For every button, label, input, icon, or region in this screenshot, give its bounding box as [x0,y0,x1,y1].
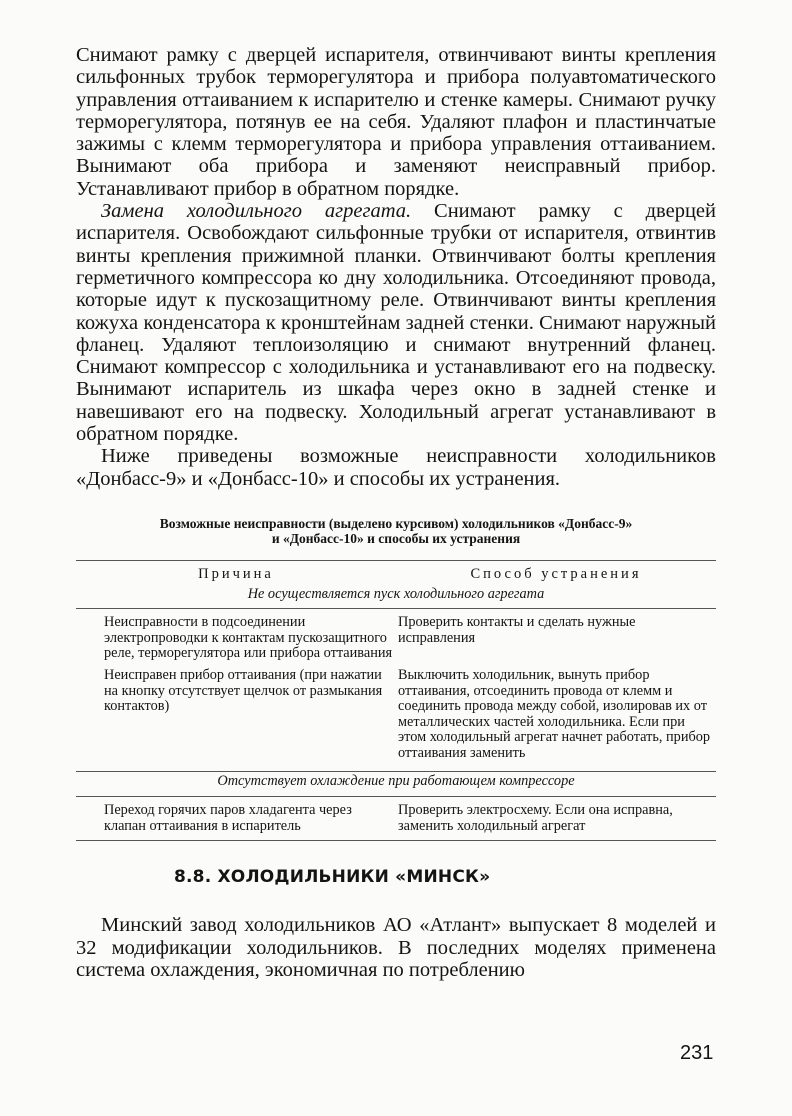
remedy-cell: Проверить контакты и сделать нужные исправления [398,614,636,646]
remedy-cell: Проверить электросхему. Если она исправна, заменить холодильный агрегат [398,802,673,834]
table-caption-line-1: Возможные неисправности (выделено курсивом) холодильников «Донбасс-9» [159,515,633,531]
faults-table [76,560,716,841]
paragraph-unit-replacement [76,200,716,445]
cause-cell: Неисправности в подсоединении электропроводки к контактам пускозащитного реле, терморегулятора или прибора оттаивания [104,614,393,662]
paragraph-italic-lead: Замена холодильного агрегата. [101,200,412,223]
page-number: 231 [680,1042,714,1064]
table-caption [76,516,716,546]
table-caption-line-2: и «Донбасс-10» и способы их устранения [271,530,521,546]
table-section-title: Отсутствует охлаждение при работающем компрессоре [76,771,716,797]
column-header-cause: Причина [198,565,274,582]
paragraph-unit-replacement-text: Снимают рамку с дверцей испарителя. Освобождают сильфонные трубки от испарителя, отвинтив винты крепления прижимной планки. Отвинчивают болты крепления герметичного компрессора ко дну холодильника. Отсоединяют провода, которые идут к пускозащитному реле. Отвинчивают винты крепления кожуха конденсатора к кронштейнам задней стенки. Снимают наружный фланец. Удаляют теплоизоляцию и снимают внутренний фланец. Снимают компрессор с холодильника и устанавливают его на подвеску. Вынимают испаритель из шкафа через окно в задней стенке и навешивают его на подвеску. Холодильный агрегат устанавливают в обратном порядке. [76,200,716,446]
page-content [76,44,716,981]
paragraph-evaporator-removal: Снимают рамку с дверцей испарителя, отвинчивают винты крепления сильфонных трубок терморегулятора и прибора полуавтоматического управления оттаиванием к испарителю и стенке камеры. Снимают ручку терморегулятора, потянув ее на себя. Удаляют плафон и пластинчатые зажимы с клемм терморегулятора и прибора управления оттаиванием. Вынимают оба прибора и заменяют неисправный прибор. Устанавливают прибор в обратном порядке. [76,44,716,200]
paragraph-minsk-intro: Минский завод холодильников АО «Атлант» выпускает 8 моделей и 32 модификации холодильников. В последних моделях применена система охлаждения, экономичная по потреблению [76,914,716,981]
table-row [76,803,716,841]
table-row [76,668,716,762]
table-header [76,560,716,583]
section-heading: 8.8. ХОЛОДИЛЬНИКИ «МИНСК» [174,867,491,888]
cause-cell: Переход горячих паров хладагента через клапан оттаивания в испаритель [104,802,352,834]
paragraph-table-intro: Ниже приведены возможные неисправности холодильников «Донбасс-9» и «Донбасс-10» и способы их устранения. [76,445,716,490]
column-header-remedy: Способ устранения [470,565,642,582]
remedy-cell: Выключить холодильник, вынуть прибор оттаивания, отсоединить провода от клемм и соединить провода между собой, изолировав их от металлических частей холодильника. Если при этом холодильный агрегат начнет работать, прибор оттаивания заменить [398,666,711,761]
cause-cell: Неисправен прибор оттаивания (при нажатии на кнопку отсутствует щелчок от размыкания контактов) [104,666,383,715]
table-row [76,615,716,662]
table-section-title: Не осуществляется пуск холодильного агрегата [76,587,716,610]
